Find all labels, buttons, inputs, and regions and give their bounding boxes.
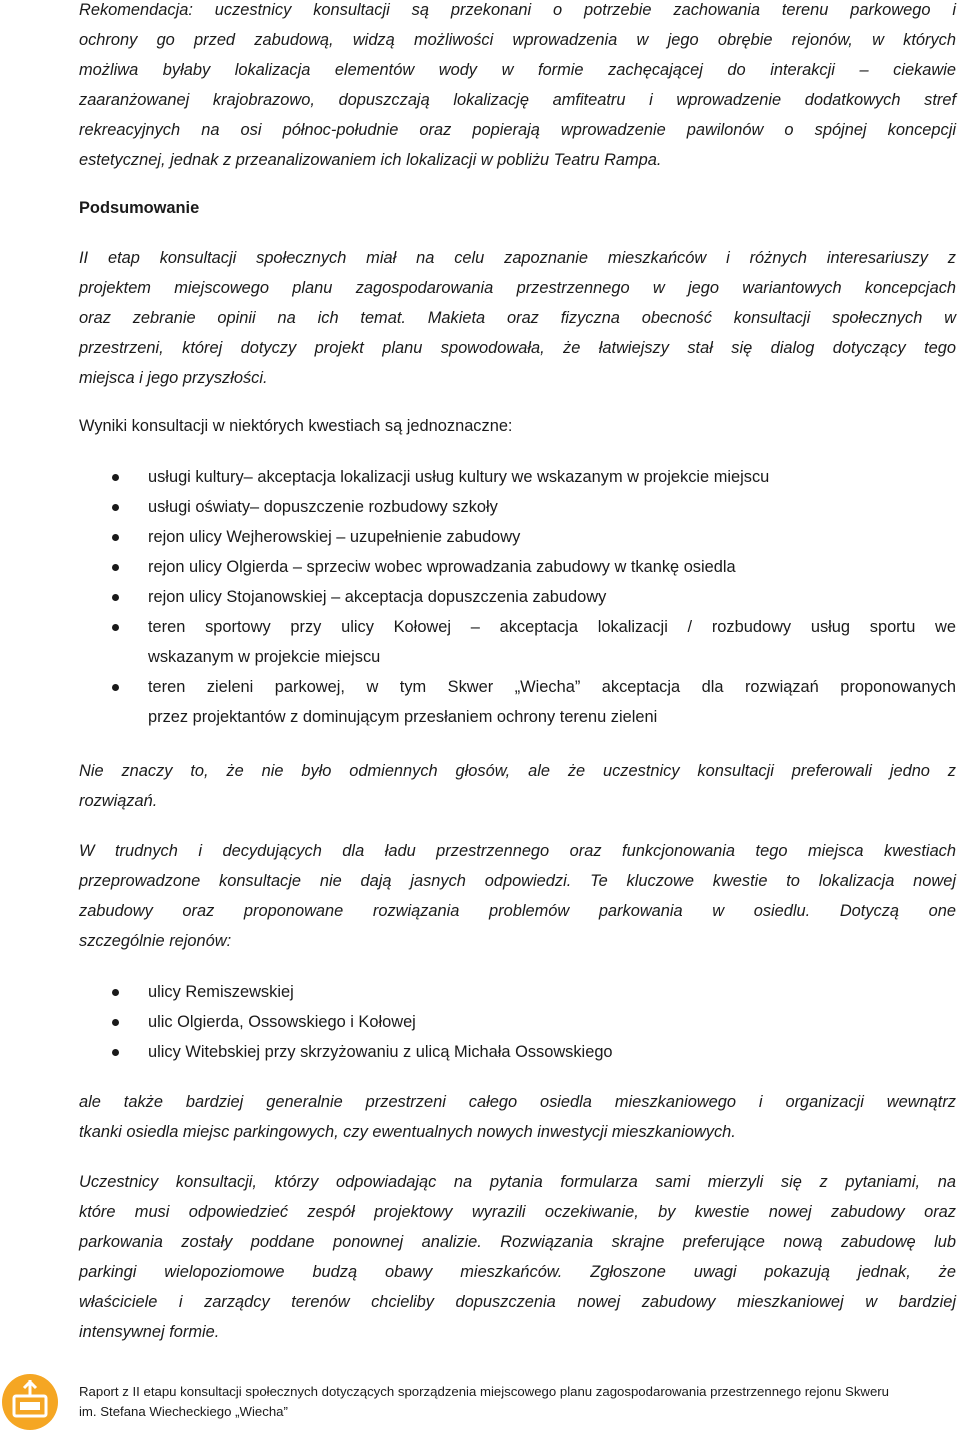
text-line: Rekomendacja: uczestnicy konsultacji są przekonani o potrzebie zachowania terenu parkowego i — [79, 1, 956, 19]
footer-line: im. Stefana Wiecheckiego „Wiecha” — [79, 1404, 288, 1419]
summary-paragraph — [79, 243, 956, 393]
text-line: które musi odpowiedzieć zespół projektowy wyrazili oczekiwanie, by kwestie nowej zabudowy oraz — [79, 1203, 956, 1221]
list-item-text: wskazanym w projekcie miejscu — [148, 648, 381, 666]
text-line: rekreacyjnych na osi północ-południe oraz popierają wprowadzenie pawilonów o spójnej koncepcji — [79, 121, 956, 139]
not-unanimous-paragraph — [79, 756, 956, 816]
bullet-icon — [112, 564, 119, 571]
list-item — [79, 492, 956, 522]
bullet-icon — [112, 474, 119, 481]
bullet-icon — [112, 1049, 119, 1056]
list-item — [79, 612, 956, 672]
text-line: Nie znaczy to, że nie było odmiennych głosów, ale że uczestnicy konsultacji preferowali jedno z — [79, 762, 956, 780]
list-item-text: ulicy Witebskiej przy skrzyżowaniu z ulicą Michała Ossowskiego — [148, 1043, 613, 1061]
results-intro: Wyniki konsultacji w niektórych kwestiach są jednoznaczne: — [79, 417, 513, 435]
list-item — [79, 1037, 956, 1067]
text-line: II etap konsultacji społecznych miał na celu zapoznanie mieszkańców i różnych interesariuszy z — [79, 249, 956, 267]
text-line: rozwiązań. — [79, 792, 158, 810]
list-item-text: rejon ulicy Wejherowskiej – uzupełnienie zabudowy — [148, 528, 521, 546]
recommendation-paragraph — [79, 0, 956, 175]
text-line: ale także bardziej generalnie przestrzeni całego osiedla mieszkaniowego i organizacji wewnątrz — [79, 1093, 956, 1111]
text-line: możliwa byłaby lokalizacja elementów wody w formie zachęcającej do interakcji – ciekawie — [79, 61, 956, 79]
text-line: parkowania zostały poddane ponownej analizie. Rozwiązania skrajne preferujące nową zabudowę lub — [79, 1233, 956, 1251]
list-item-text: teren zieleni parkowej, w tym Skwer „Wiecha” akceptacja dla rozwiązań proponowanych — [148, 678, 956, 696]
list-item-text: ulicy Remiszewskiej — [148, 983, 294, 1001]
text-line: estetycznej, jednak z przeanalizowaniem ich lokalizacji w pobliżu Teatru Rampa. — [79, 151, 662, 169]
list-item — [79, 552, 956, 582]
bullet-icon — [112, 989, 119, 996]
text-line: szczególnie rejonów: — [79, 932, 232, 950]
list-item — [79, 462, 956, 492]
consultation-logo-icon — [0, 1372, 60, 1432]
text-line: W trudnych i decydujących dla ładu przestrzennego oraz funkcjonowania tego miejsca kwestiach — [79, 842, 956, 860]
text-line: projektem miejscowego planu zagospodarowania przestrzennego w jego wariantowych koncepcjach — [79, 279, 956, 297]
general-paragraph — [79, 1087, 956, 1147]
text-line: Uczestnicy konsultacji, którzy odpowiadając na pytania formularza sami mierzyli się z pytaniami, na — [79, 1173, 956, 1191]
list-item-text: rejon ulicy Stojanowskiej – akceptacja dopuszczenia zabudowy — [148, 588, 607, 606]
footer-line: Raport z II etapu konsultacji społecznych dotyczących sporządzenia miejscowego planu zagospodarowania przestrzennego rejonu Skweru — [79, 1384, 890, 1399]
list-item — [79, 1007, 956, 1037]
bullet-icon — [112, 624, 119, 631]
text-line: przeprowadzone konsultacje nie dają jasnych odpowiedzi. Te kluczowe kwestie to lokalizacja nowej — [79, 872, 956, 890]
footer — [79, 1382, 949, 1422]
list-item-text: usługi oświaty– dopuszczenie rozbudowy szkoły — [148, 498, 498, 516]
difficult-paragraph — [79, 836, 956, 956]
text-line: parkingi wielopoziomowe budzą obawy mieszkańców. Zgłoszone uwagi pokazują jednak, że — [79, 1263, 956, 1281]
text-line: właściciele i zarządcy terenów chcieliby dopuszczenia nowej zabudowy mieszkaniowej w bardziej — [79, 1293, 956, 1311]
list-item-text: rejon ulicy Olgierda – sprzeciw wobec wprowadzania zabudowy w tkankę osiedla — [148, 558, 736, 576]
bullet-icon — [112, 504, 119, 511]
bullet-icon — [112, 594, 119, 601]
results-list — [79, 462, 956, 732]
text-line: miejsca i jego przyszłości. — [79, 369, 268, 387]
text-line: oraz zebranie opinii na ich temat. Makieta oraz fizyczna obecność konsultacji społecznych w — [79, 309, 956, 327]
list-item — [79, 977, 956, 1007]
bullet-icon — [112, 534, 119, 541]
text-line: intensywnej formie. — [79, 1323, 220, 1341]
text-line: tkanki osiedla miejsc parkingowych, czy ewentualnych nowych inwestycji mieszkaniowych. — [79, 1123, 736, 1141]
summary-heading: Podsumowanie — [79, 199, 200, 217]
regions-list — [79, 977, 956, 1067]
list-item-text: teren sportowy przy ulicy Kołowej – akceptacja lokalizacji / rozbudowy usług sportu we — [148, 618, 956, 636]
text-line: zabudowy oraz proponowane rozwiązania problemów parkowania w osiedlu. Dotyczą one — [79, 902, 956, 920]
list-item-text: przez projektantów z dominującym przesłaniem ochrony terenu zieleni — [148, 708, 658, 726]
bullet-icon — [112, 684, 119, 691]
list-item — [79, 522, 956, 552]
list-item — [79, 582, 956, 612]
text-line: zaaranżowanej krajobrazowo, dopuszczają lokalizację amfiteatru i wprowadzenie dodatkowych stref — [79, 91, 956, 109]
list-item — [79, 672, 956, 732]
bullet-icon — [112, 1019, 119, 1026]
text-line: przestrzeni, której dotyczy projekt planu spowodowała, że łatwiejszy stał się dialog dotyczący tego — [79, 339, 956, 357]
text-line: ochrony go przed zabudową, widzą możliwości wprowadzenia w jego obrębie rejonów, w których — [79, 31, 956, 49]
list-item-text: ulic Olgierda, Ossowskiego i Kołowej — [148, 1013, 416, 1031]
list-item-text: usługi kultury– akceptacja lokalizacji usług kultury we wskazanym w projekcie miejscu — [148, 468, 770, 486]
participants-paragraph — [79, 1167, 956, 1347]
